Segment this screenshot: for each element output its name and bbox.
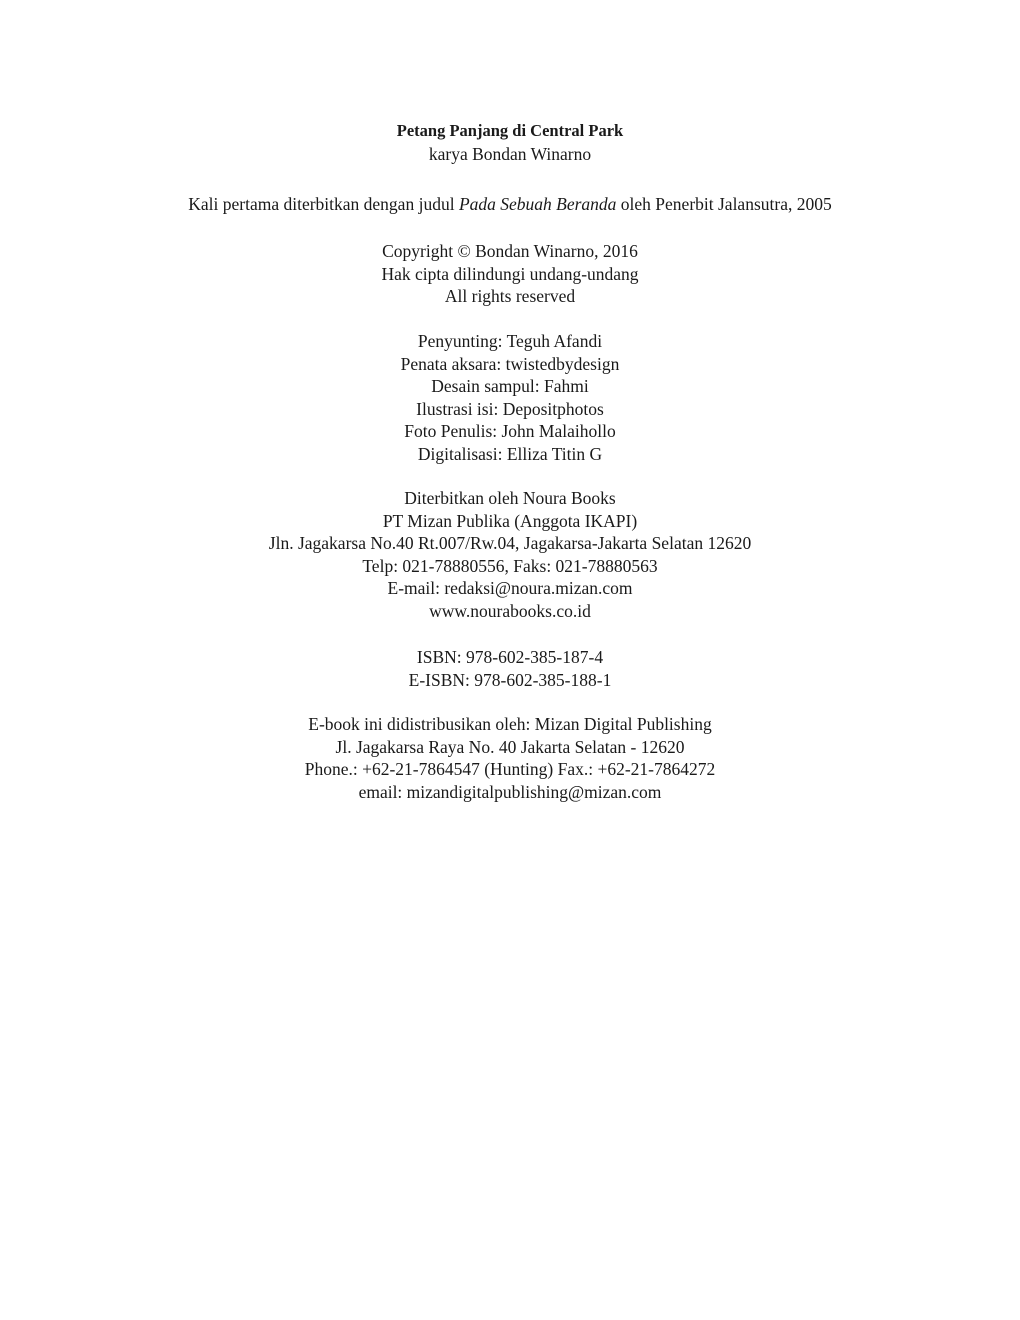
publisher-company: PT Mizan Publika (Anggota IKAPI) (382, 510, 638, 531)
copyright-block (0, 240, 1020, 308)
author-line: karya Bondan Winarno (428, 143, 592, 164)
credit-illustrations: Ilustrasi isi: Depositphotos (416, 398, 604, 419)
publisher-website: www.nourabooks.co.id (429, 600, 591, 621)
copyright-line: Copyright © Bondan Winarno, 2016 (382, 241, 638, 261)
publisher-email: E-mail: redaksi@noura.mizan.com (387, 578, 633, 598)
first-edition-suffix: oleh Penerbit Jalansutra, 2005 (616, 194, 832, 214)
first-edition-note (0, 193, 1020, 216)
publisher-name: Diterbitkan oleh Noura Books (404, 488, 616, 508)
credit-typesetter: Penata aksara: twistedbydesign (400, 353, 620, 374)
publisher-address: Jln. Jagakarsa No.40 Rt.007/Rw.04, Jagakarsa-Jakarta Selatan 12620 (268, 533, 752, 553)
distributor-address: Jl. Jagakarsa Raya No. 40 Jakarta Selatan - 12620 (335, 736, 685, 757)
eisbn-line: E-ISBN: 978-602-385-188-1 (408, 669, 612, 690)
distributor-email: email: mizandigitalpublishing@mizan.com (358, 781, 662, 802)
credit-author-photo: Foto Penulis: John Malaihollo (404, 421, 616, 441)
distributor-block (0, 713, 1020, 803)
publisher-phone: Telp: 021-78880556, Faks: 021-78880563 (362, 555, 658, 576)
credit-cover-design: Desain sampul: Fahmi (431, 376, 589, 396)
publisher-block (0, 487, 1020, 622)
rights-line-id: Hak cipta dilindungi undang-undang (381, 263, 639, 284)
credit-editor: Penyunting: Teguh Afandi (417, 331, 603, 351)
book-title: Petang Panjang di Central Park (396, 121, 624, 140)
title-block (0, 120, 1020, 165)
credits-block (0, 330, 1020, 465)
first-edition-line (0, 193, 1020, 216)
isbn-block (0, 646, 1020, 691)
isbn-line: ISBN: 978-602-385-187-4 (416, 647, 604, 667)
original-title: Pada Sebuah Beranda (458, 194, 617, 214)
distributor-phone: Phone.: +62-21-7864547 (Hunting) Fax.: +62-21-7864272 (304, 759, 716, 779)
distributor-name: E-book ini didistribusikan oleh: Mizan Digital Publishing (308, 714, 712, 734)
rights-line-en: All rights reserved (444, 286, 576, 306)
first-edition-prefix: Kali pertama diterbitkan dengan judul (188, 194, 459, 214)
credit-digitalization: Digitalisasi: Elliza Titin G (417, 443, 603, 464)
